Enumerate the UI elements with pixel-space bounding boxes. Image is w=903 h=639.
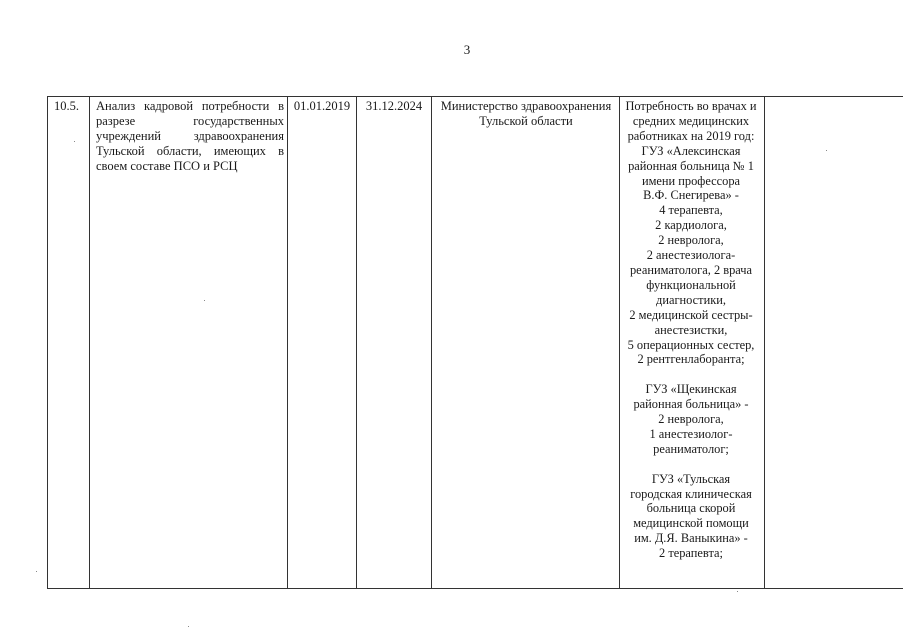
staffing-need-description: Потребность во врачах и средних медицинских работниках на 2019 год: ГУЗ «Алексинская районная больница № 1 имени профессора В.Ф. Снегирева» - 4 терапевта, 2 кардиолога, 2 невролога, 2 анестезиолога- реаниматолога, 2 врача функциональной диагностики, 2 медицинской сестры- анестезистки, 5 операционных сестер, 2 рентгенлаборанта; ГУЗ «Щекинская районная больница» - 2 невролога, 1 анестезиолог- реаниматолог; ГУЗ «Тульская городская клиническая больница скорой медицинской помощи им. Д.Я. Ваныкина» - 2 терапевта; xyxy=(625,99,757,561)
column-divider xyxy=(287,97,288,588)
scan-speck xyxy=(188,626,189,627)
activity-title: Анализ кадровой потребности в разрезе государственных учреждений здравоохранения Тульской области, имеющих в своем составе ПСО и РСЦ xyxy=(96,99,284,173)
scan-speck xyxy=(204,300,205,301)
scan-speck xyxy=(36,571,37,572)
column-divider xyxy=(764,97,765,588)
plan-table xyxy=(47,96,903,589)
scan-speck xyxy=(74,141,75,142)
column-divider xyxy=(89,97,90,588)
scan-speck xyxy=(826,150,827,151)
start-date: 01.01.2019 xyxy=(293,99,351,113)
column-divider xyxy=(356,97,357,588)
page-number: 3 xyxy=(463,42,471,57)
row-number: 10.5. xyxy=(54,99,79,113)
end-date: 31.12.2024 xyxy=(365,99,423,113)
scan-speck xyxy=(737,591,738,592)
responsible-organization: Министерство здравоохранения Тульской области xyxy=(440,99,612,128)
column-divider xyxy=(431,97,432,588)
